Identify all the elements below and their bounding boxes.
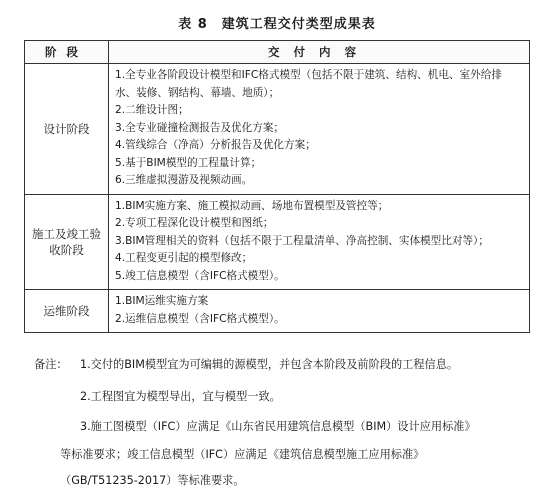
- list-item: 3.全专业碰撞检测报告及优化方案；: [115, 121, 285, 134]
- list-item: 4.管线综合（净高）分析报告及优化方案；: [115, 139, 316, 151]
- content-construction: [109, 194, 530, 290]
- list-item: 2.二维设计图；: [115, 104, 189, 116]
- list-item: 5.竣工信息模型（含IFC格式模型）。: [115, 269, 285, 282]
- stage-construction: 施工及竣工验收阶段: [25, 194, 109, 290]
- note-line: 等标准要求；竣工信息模型（IFC）应满足《建筑信息模型施工应用标准》: [60, 448, 425, 461]
- list-item: 5.基于BIM模型的工程量计算；: [115, 156, 262, 169]
- list-item: 1.全专业各阶段设计模型和IFC格式模型（包括不限于建筑、结构、机电、室外给排水、装修、钢结构、幕墙、地质）；: [115, 69, 502, 99]
- content-design: [109, 64, 530, 195]
- list-item: 6.三维虚拟漫游及视频动画。: [115, 174, 253, 186]
- notes-label: 备注：: [34, 358, 68, 371]
- deliverables-table: [24, 40, 530, 333]
- stage-operation: 运维阶段: [25, 290, 109, 333]
- list-item: 2.运维信息模型（含IFC格式模型）。: [115, 312, 285, 325]
- header-content: 交付内容: [109, 41, 530, 64]
- note-line: 2.工程图宜为模型导出，宜与模型一致。: [80, 390, 281, 403]
- note-line: 1.交付的BIM模型宜为可编辑的源模型，并包含本阶段及前阶段的工程信息。: [80, 358, 459, 371]
- list-item: 1.BIM运维实施方案: [115, 295, 209, 307]
- list-item: 1.BIM实施方案、施工模拟动画、场地布置模型及管控等；: [115, 199, 389, 212]
- table-row-design: [25, 64, 530, 195]
- stage-design: 设计阶段: [25, 64, 109, 195]
- table-header-row: [25, 41, 530, 64]
- list-item: 2.专项工程深化设计模型和图纸；: [115, 217, 274, 229]
- note-line: 3.施工图模型（IFC）应满足《山东省民用建筑信息模型（BIM）设计应用标准》: [80, 420, 476, 433]
- content-operation: [109, 290, 530, 333]
- table-row-construction: [25, 194, 530, 290]
- list-item: 4.工程变更引起的模型修改；: [115, 252, 253, 264]
- header-stage: 阶段: [25, 41, 109, 64]
- table-row-operation: [25, 290, 530, 333]
- table-title: 表 8 建筑工程交付类型成果表: [178, 17, 376, 32]
- note-line: （GB/T51235-2017）等标准要求。: [60, 474, 245, 487]
- list-item: 3.BIM管理相关的资料（包括不限于工程量清单、净高控制、实体模型比对等）；: [115, 234, 489, 247]
